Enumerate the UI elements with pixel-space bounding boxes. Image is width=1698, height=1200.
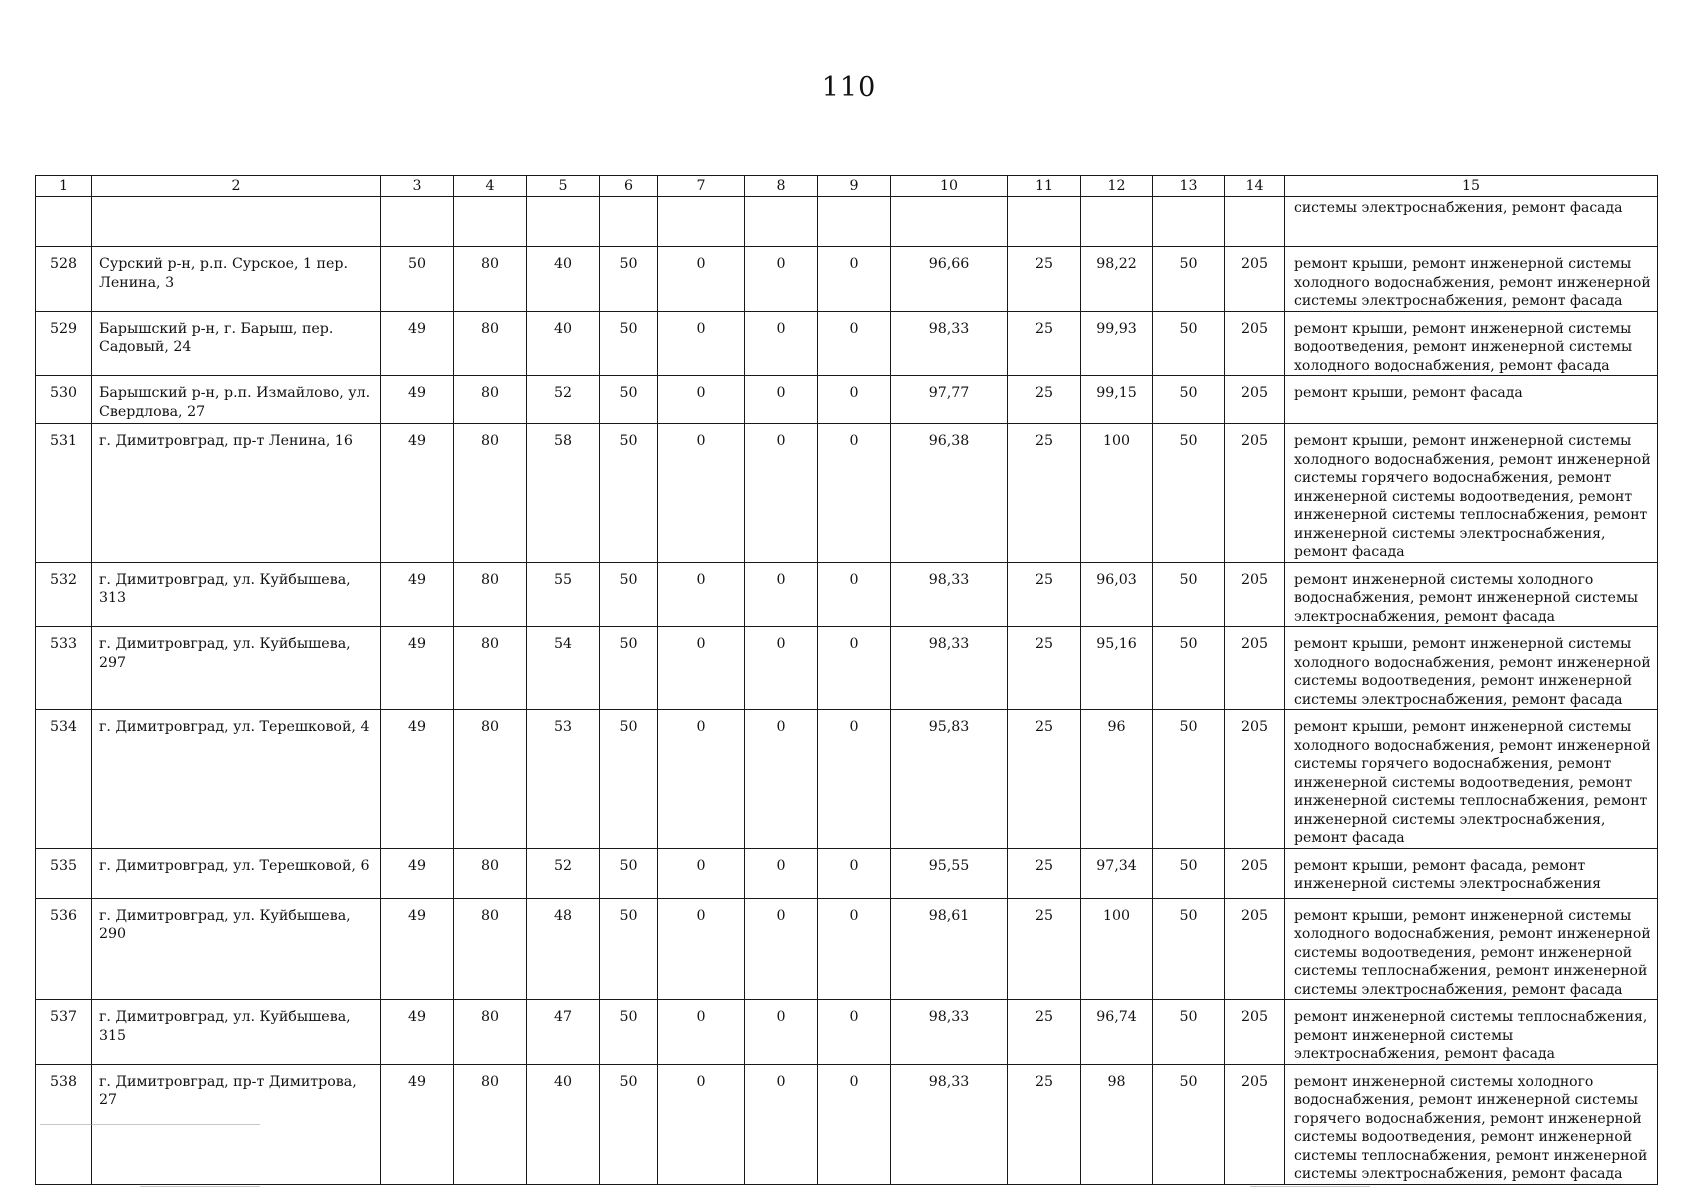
- value-cell: 50: [1153, 1000, 1225, 1065]
- value-cell: 50: [381, 247, 454, 312]
- column-header: 6: [600, 176, 658, 197]
- scan-artifact: [40, 1124, 260, 1125]
- value-cell: 99,93: [1081, 311, 1153, 376]
- value-cell: 0: [658, 311, 745, 376]
- value-cell: 25: [1008, 376, 1081, 424]
- empty-cell: [600, 197, 658, 247]
- value-cell: 50: [600, 424, 658, 563]
- value-cell: 58: [527, 424, 600, 563]
- value-cell: 49: [381, 848, 454, 898]
- continuation-row: [36, 197, 1658, 247]
- value-cell: 25: [1008, 627, 1081, 710]
- value-cell: 205: [1225, 1064, 1285, 1184]
- table-row: [36, 562, 1658, 627]
- works-cell: ремонт инженерной системы холодного водоснабжения, ремонт инженерной системы электроснабжения, ремонт фасада: [1285, 562, 1658, 627]
- row-number-cell: 537: [36, 1000, 92, 1065]
- value-cell: 47: [527, 1000, 600, 1065]
- works-cell: ремонт крыши, ремонт инженерной системы холодного водоснабжения, ремонт инженерной системы водоотведения, ремонт инженерной системы электроснабжения, ремонт фасада: [1285, 627, 1658, 710]
- value-cell: 25: [1008, 1000, 1081, 1065]
- address-cell: Барышский р-н, г. Барыш, пер. Садовый, 24: [92, 311, 381, 376]
- value-cell: 0: [745, 627, 818, 710]
- empty-cell: [891, 197, 1008, 247]
- value-cell: 0: [658, 247, 745, 312]
- row-number-cell: 535: [36, 848, 92, 898]
- scan-artifact: [1250, 1186, 1370, 1187]
- value-cell: 205: [1225, 311, 1285, 376]
- address-cell: г. Димитровград, ул. Куйбышева, 297: [92, 627, 381, 710]
- value-cell: 80: [454, 848, 527, 898]
- value-cell: 0: [745, 710, 818, 849]
- empty-cell: [1081, 197, 1153, 247]
- column-header: 12: [1081, 176, 1153, 197]
- table-row: [36, 247, 1658, 312]
- value-cell: 80: [454, 562, 527, 627]
- value-cell: 50: [600, 1000, 658, 1065]
- works-cell: ремонт крыши, ремонт фасада, ремонт инженерной системы электроснабжения: [1285, 848, 1658, 898]
- value-cell: 40: [527, 1064, 600, 1184]
- column-header: 11: [1008, 176, 1081, 197]
- value-cell: 0: [745, 1000, 818, 1065]
- value-cell: 98,33: [891, 1000, 1008, 1065]
- empty-cell: [454, 197, 527, 247]
- table-row: [36, 710, 1658, 849]
- row-number-cell: 528: [36, 247, 92, 312]
- scan-artifact: [140, 1186, 260, 1187]
- value-cell: 0: [818, 710, 891, 849]
- value-cell: 49: [381, 376, 454, 424]
- value-cell: 49: [381, 311, 454, 376]
- table-row: [36, 376, 1658, 424]
- value-cell: 0: [658, 424, 745, 563]
- value-cell: 80: [454, 627, 527, 710]
- value-cell: 96: [1081, 710, 1153, 849]
- works-cell: ремонт инженерной системы теплоснабжения, ремонт инженерной системы электроснабжения, ремонт фасада: [1285, 1000, 1658, 1065]
- empty-cell: [1153, 197, 1225, 247]
- value-cell: 0: [818, 247, 891, 312]
- value-cell: 0: [745, 247, 818, 312]
- value-cell: 50: [600, 627, 658, 710]
- value-cell: 205: [1225, 424, 1285, 563]
- empty-cell: [92, 197, 381, 247]
- value-cell: 97,77: [891, 376, 1008, 424]
- value-cell: 80: [454, 376, 527, 424]
- value-cell: 98,33: [891, 627, 1008, 710]
- value-cell: 50: [1153, 562, 1225, 627]
- value-cell: 50: [1153, 1064, 1225, 1184]
- value-cell: 80: [454, 1000, 527, 1065]
- address-cell: г. Димитровград, ул. Куйбышева, 313: [92, 562, 381, 627]
- value-cell: 80: [454, 311, 527, 376]
- value-cell: 25: [1008, 247, 1081, 312]
- value-cell: 49: [381, 1000, 454, 1065]
- value-cell: 50: [1153, 311, 1225, 376]
- value-cell: 98,22: [1081, 247, 1153, 312]
- row-number-cell: 529: [36, 311, 92, 376]
- value-cell: 0: [658, 848, 745, 898]
- works-cell: ремонт крыши, ремонт инженерной системы водоотведения, ремонт инженерной системы холодного водоснабжения, ремонт фасада: [1285, 311, 1658, 376]
- value-cell: 50: [1153, 898, 1225, 1000]
- value-cell: 50: [1153, 627, 1225, 710]
- value-cell: 0: [745, 898, 818, 1000]
- empty-cell: [527, 197, 600, 247]
- column-header: 9: [818, 176, 891, 197]
- value-cell: 0: [818, 311, 891, 376]
- address-cell: г. Димитровград, пр-т Ленина, 16: [92, 424, 381, 563]
- empty-cell: [658, 197, 745, 247]
- value-cell: 98,33: [891, 311, 1008, 376]
- value-cell: 100: [1081, 898, 1153, 1000]
- empty-cell: [381, 197, 454, 247]
- value-cell: 0: [818, 376, 891, 424]
- value-cell: 80: [454, 710, 527, 849]
- value-cell: 96,74: [1081, 1000, 1153, 1065]
- value-cell: 97,34: [1081, 848, 1153, 898]
- value-cell: 25: [1008, 311, 1081, 376]
- address-cell: г. Димитровград, ул. Куйбышева, 315: [92, 1000, 381, 1065]
- value-cell: 205: [1225, 1000, 1285, 1065]
- empty-cell: [745, 197, 818, 247]
- value-cell: 49: [381, 1064, 454, 1184]
- value-cell: 49: [381, 627, 454, 710]
- value-cell: 0: [658, 710, 745, 849]
- value-cell: 50: [1153, 710, 1225, 849]
- column-header: 1: [36, 176, 92, 197]
- column-number-row: [36, 176, 1658, 197]
- table-row: [36, 1064, 1658, 1184]
- row-number-cell: 534: [36, 710, 92, 849]
- value-cell: 40: [527, 247, 600, 312]
- value-cell: 0: [745, 376, 818, 424]
- value-cell: 49: [381, 562, 454, 627]
- value-cell: 50: [1153, 424, 1225, 563]
- value-cell: 25: [1008, 848, 1081, 898]
- value-cell: 50: [1153, 376, 1225, 424]
- value-cell: 0: [658, 376, 745, 424]
- row-number-cell: 536: [36, 898, 92, 1000]
- value-cell: 53: [527, 710, 600, 849]
- value-cell: 0: [745, 1064, 818, 1184]
- works-cell: ремонт крыши, ремонт инженерной системы холодного водоснабжения, ремонт инженерной системы горячего водоснабжения, ремонт инженерной системы водоотведения, ремонт инженерной системы теплоснабжения, ремонт инженерной системы электроснабжения, ремонт фасада: [1285, 424, 1658, 563]
- value-cell: 205: [1225, 627, 1285, 710]
- value-cell: 49: [381, 898, 454, 1000]
- works-cell: ремонт крыши, ремонт инженерной системы холодного водоснабжения, ремонт инженерной системы водоотведения, ремонт инженерной системы теплоснабжения, ремонт инженерной системы электроснабжения, ремонт фасада: [1285, 898, 1658, 1000]
- table-body: [36, 176, 1658, 1185]
- value-cell: 0: [818, 898, 891, 1000]
- value-cell: 0: [818, 424, 891, 563]
- value-cell: 25: [1008, 424, 1081, 563]
- value-cell: 25: [1008, 1064, 1081, 1184]
- value-cell: 0: [658, 562, 745, 627]
- value-cell: 80: [454, 898, 527, 1000]
- address-cell: г. Димитровград, ул. Терешковой, 4: [92, 710, 381, 849]
- value-cell: 205: [1225, 898, 1285, 1000]
- table-row: [36, 311, 1658, 376]
- value-cell: 80: [454, 247, 527, 312]
- value-cell: 52: [527, 848, 600, 898]
- value-cell: 25: [1008, 710, 1081, 849]
- row-number-cell: 531: [36, 424, 92, 563]
- column-header: 2: [92, 176, 381, 197]
- address-cell: Барышский р-н, р.п. Измайлово, ул. Свердлова, 27: [92, 376, 381, 424]
- address-cell: г. Димитровград, ул. Терешковой, 6: [92, 848, 381, 898]
- value-cell: 50: [600, 710, 658, 849]
- value-cell: 25: [1008, 562, 1081, 627]
- table-row: [36, 1000, 1658, 1065]
- value-cell: 52: [527, 376, 600, 424]
- value-cell: 40: [527, 311, 600, 376]
- value-cell: 0: [745, 848, 818, 898]
- column-header: 3: [381, 176, 454, 197]
- value-cell: 205: [1225, 562, 1285, 627]
- table-row: [36, 848, 1658, 898]
- works-cell: ремонт крыши, ремонт инженерной системы холодного водоснабжения, ремонт инженерной системы электроснабжения, ремонт фасада: [1285, 247, 1658, 312]
- value-cell: 0: [745, 311, 818, 376]
- value-cell: 98,61: [891, 898, 1008, 1000]
- value-cell: 0: [745, 562, 818, 627]
- row-number-cell: 538: [36, 1064, 92, 1184]
- value-cell: 0: [818, 562, 891, 627]
- value-cell: 0: [818, 1000, 891, 1065]
- row-number-cell: 530: [36, 376, 92, 424]
- column-header: 13: [1153, 176, 1225, 197]
- value-cell: 99,15: [1081, 376, 1153, 424]
- value-cell: 25: [1008, 898, 1081, 1000]
- table-row: [36, 627, 1658, 710]
- column-header: 4: [454, 176, 527, 197]
- page-number: 110: [821, 72, 877, 103]
- column-header: 10: [891, 176, 1008, 197]
- value-cell: 54: [527, 627, 600, 710]
- value-cell: 205: [1225, 710, 1285, 849]
- value-cell: 50: [600, 848, 658, 898]
- value-cell: 205: [1225, 247, 1285, 312]
- value-cell: 50: [600, 247, 658, 312]
- table-row: [36, 424, 1658, 563]
- value-cell: 50: [600, 1064, 658, 1184]
- works-continuation-cell: системы электроснабжения, ремонт фасада: [1285, 197, 1658, 247]
- works-cell: ремонт крыши, ремонт фасада: [1285, 376, 1658, 424]
- value-cell: 95,16: [1081, 627, 1153, 710]
- row-number-cell: 533: [36, 627, 92, 710]
- value-cell: 205: [1225, 376, 1285, 424]
- value-cell: 100: [1081, 424, 1153, 563]
- works-cell: ремонт крыши, ремонт инженерной системы холодного водоснабжения, ремонт инженерной системы горячего водоснабжения, ремонт инженерной системы водоотведения, ремонт инженерной системы теплоснабжения, ремонт инженерной системы электроснабжения, ремонт фасада: [1285, 710, 1658, 849]
- value-cell: 50: [600, 376, 658, 424]
- value-cell: 96,03: [1081, 562, 1153, 627]
- column-header: 7: [658, 176, 745, 197]
- value-cell: 0: [818, 1064, 891, 1184]
- value-cell: 49: [381, 424, 454, 563]
- value-cell: 95,83: [891, 710, 1008, 849]
- value-cell: 0: [658, 1064, 745, 1184]
- value-cell: 95,55: [891, 848, 1008, 898]
- empty-cell: [1008, 197, 1081, 247]
- value-cell: 0: [658, 898, 745, 1000]
- empty-cell: [818, 197, 891, 247]
- value-cell: 0: [745, 424, 818, 563]
- table-row: [36, 898, 1658, 1000]
- row-number-cell: 532: [36, 562, 92, 627]
- value-cell: 0: [818, 627, 891, 710]
- works-cell: ремонт инженерной системы холодного водоснабжения, ремонт инженерной системы горячего водоснабжения, ремонт инженерной системы водоотведения, ремонт инженерной системы теплоснабжения, ремонт инженерной системы электроснабжения, ремонт фасада: [1285, 1064, 1658, 1184]
- value-cell: 50: [600, 562, 658, 627]
- value-cell: 55: [527, 562, 600, 627]
- repair-registry-table: [35, 175, 1658, 1185]
- address-cell: г. Димитровград, пр-т Димитрова, 27: [92, 1064, 381, 1184]
- column-header: 14: [1225, 176, 1285, 197]
- column-header: 5: [527, 176, 600, 197]
- value-cell: 0: [658, 627, 745, 710]
- value-cell: 50: [1153, 848, 1225, 898]
- value-cell: 50: [600, 898, 658, 1000]
- column-header: 15: [1285, 176, 1658, 197]
- value-cell: 50: [600, 311, 658, 376]
- value-cell: 80: [454, 1064, 527, 1184]
- value-cell: 98: [1081, 1064, 1153, 1184]
- value-cell: 96,38: [891, 424, 1008, 563]
- address-cell: Сурский р-н, р.п. Сурское, 1 пер. Ленина, 3: [92, 247, 381, 312]
- column-header: 8: [745, 176, 818, 197]
- value-cell: 48: [527, 898, 600, 1000]
- value-cell: 0: [818, 848, 891, 898]
- value-cell: 98,33: [891, 1064, 1008, 1184]
- value-cell: 50: [1153, 247, 1225, 312]
- value-cell: 0: [658, 1000, 745, 1065]
- value-cell: 49: [381, 710, 454, 849]
- empty-cell: [1225, 197, 1285, 247]
- value-cell: 80: [454, 424, 527, 563]
- value-cell: 205: [1225, 848, 1285, 898]
- value-cell: 96,66: [891, 247, 1008, 312]
- empty-cell: [36, 197, 92, 247]
- address-cell: г. Димитровград, ул. Куйбышева, 290: [92, 898, 381, 1000]
- value-cell: 98,33: [891, 562, 1008, 627]
